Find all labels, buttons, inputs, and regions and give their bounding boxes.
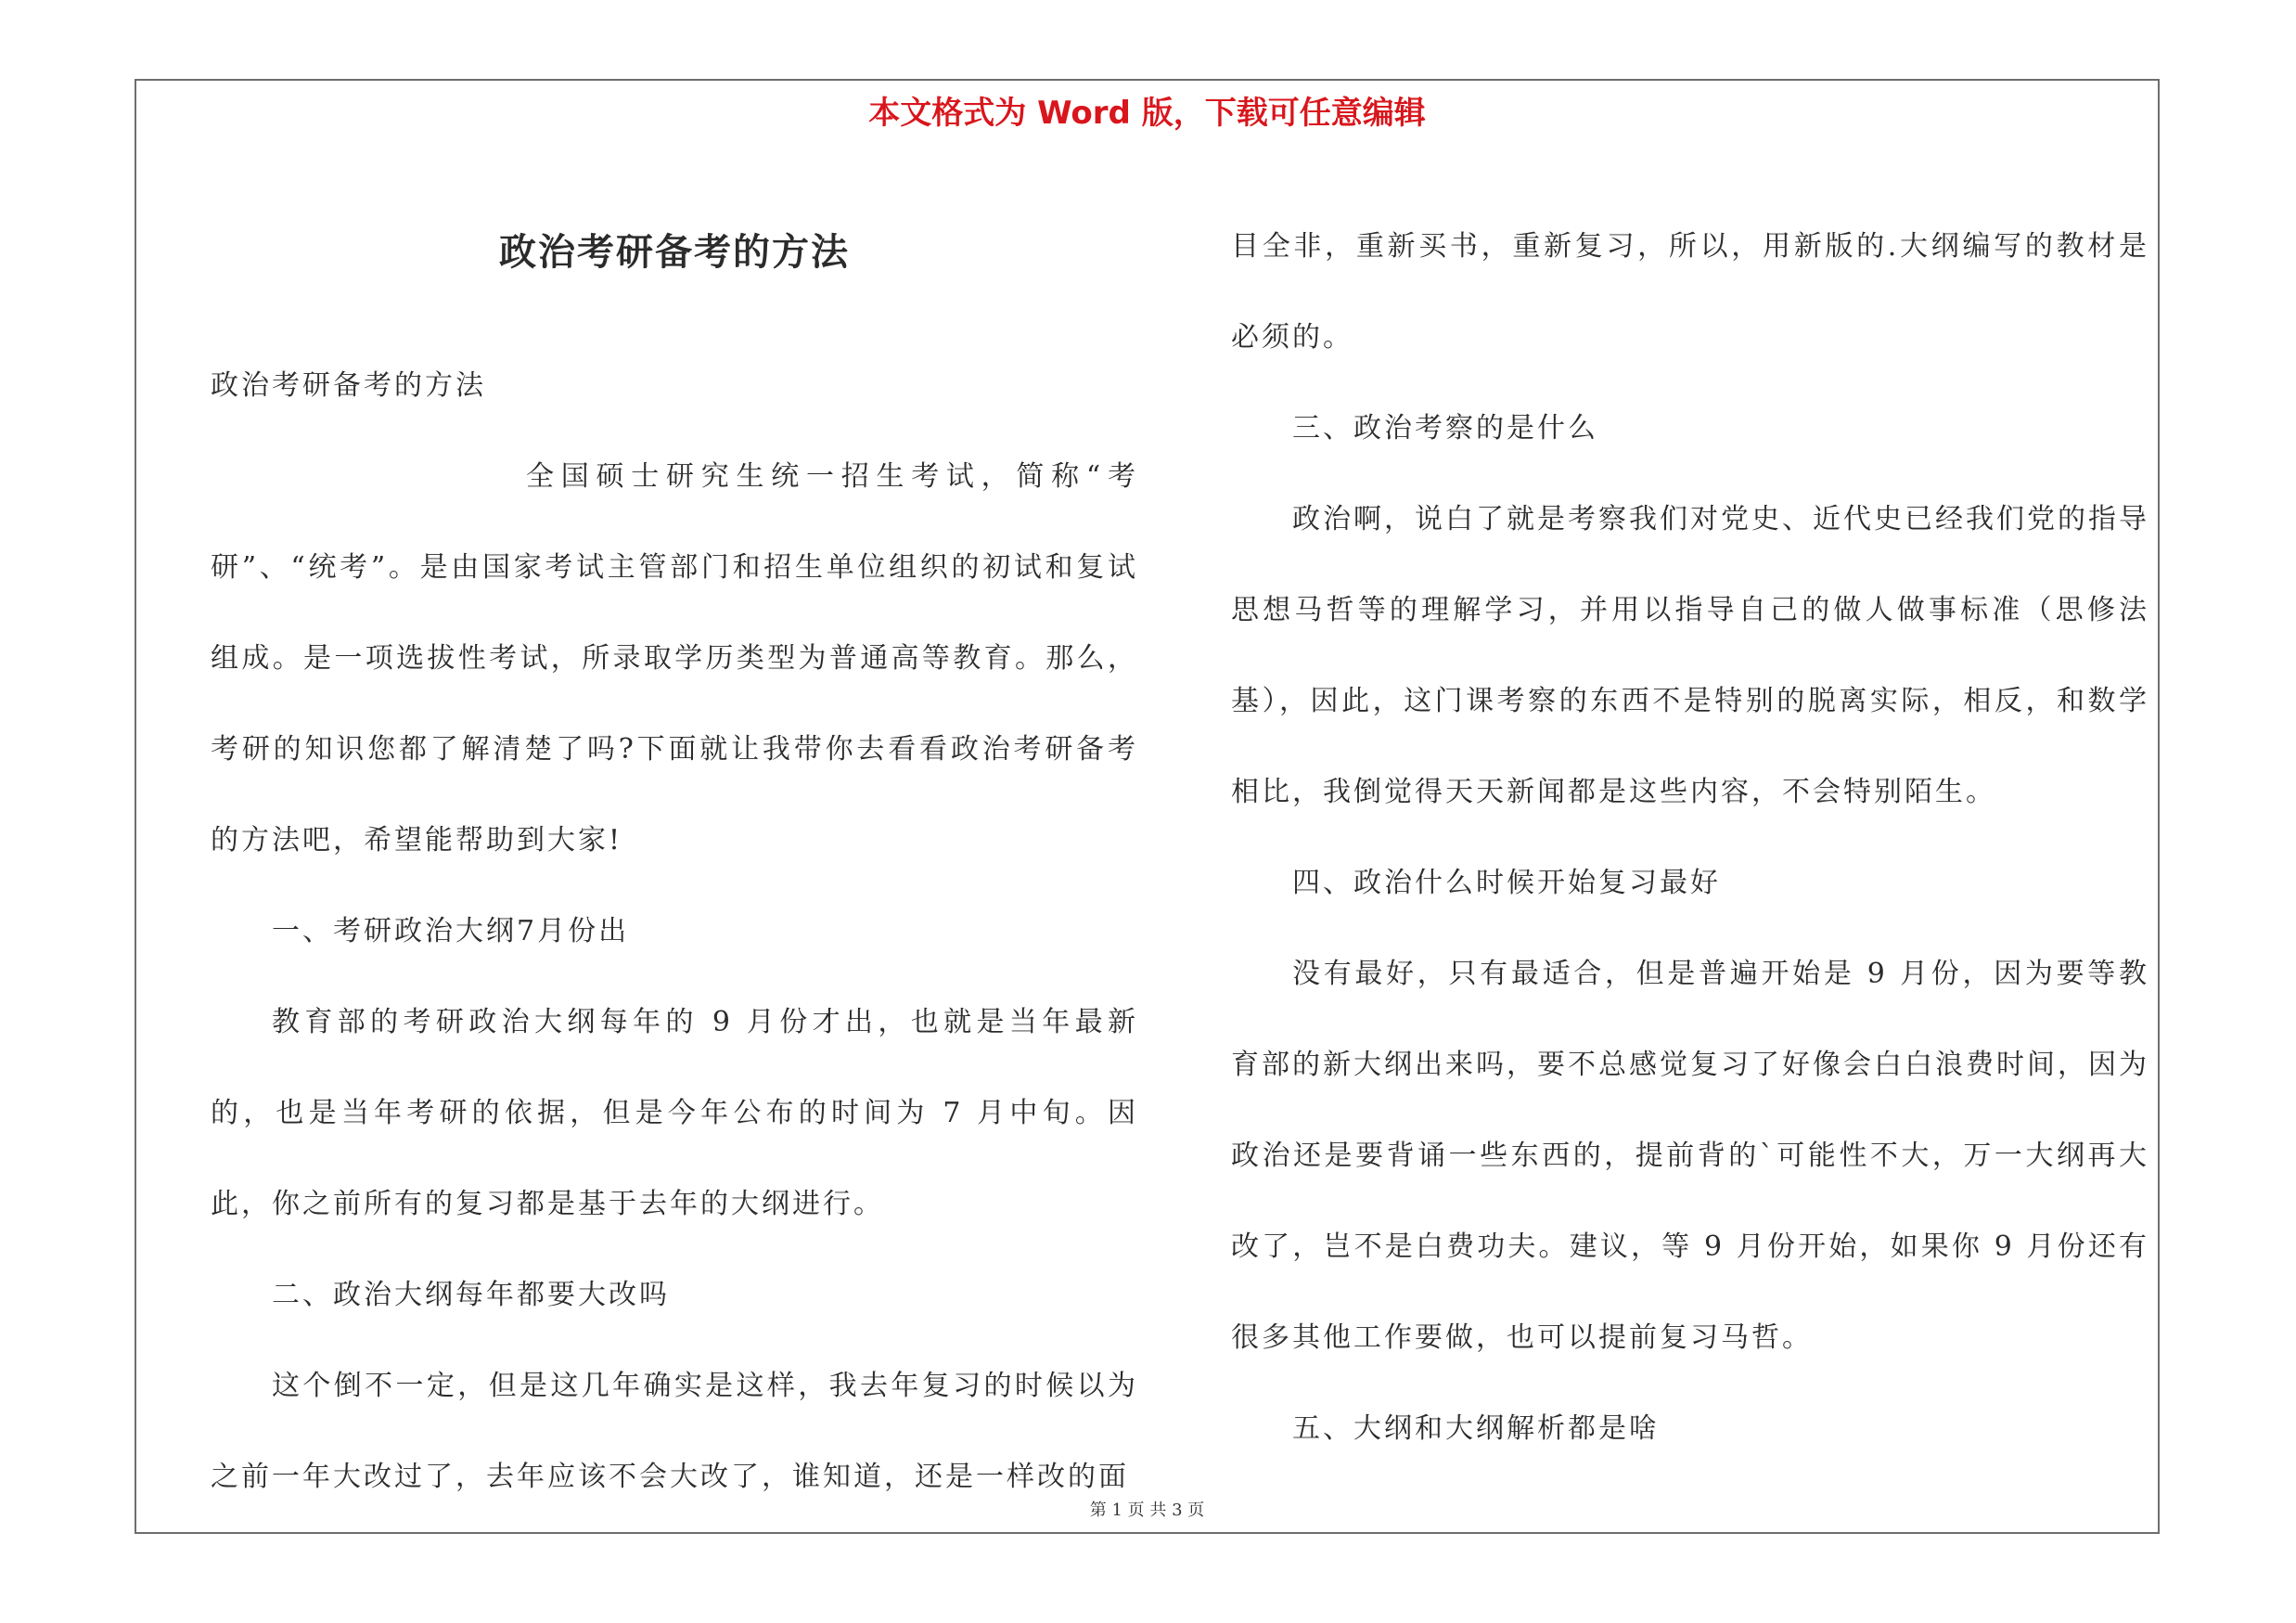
section-heading-4: 四、政治什么时候开始复习最好 <box>1292 867 1721 899</box>
section-heading-3: 三、政治考察的是什么 <box>1292 412 1598 444</box>
section-body-2-continued: 目全非，重新买书，重新复习，所以，用新版的.大纲编写的教材是必须的。 <box>1231 230 2149 354</box>
document-title: 政治考研备考的方法 <box>499 229 850 274</box>
section-heading-5: 五、大纲和大纲解析都是啥 <box>1292 1412 1660 1445</box>
section-body-1: 教育部的考研政治大纲每年的 9 月份才出，也就是当年最新的，也是当年考研的依据，但是今年公布的时间为 7 月中旬。因此，你之前所有的复习都是基于去年的大纲进行。 <box>211 1006 1138 1220</box>
section-heading-2: 二、政治大纲每年都要大改吗 <box>272 1279 670 1311</box>
section-heading-1: 一、考研政治大纲7月份出 <box>272 915 630 947</box>
section-body-4: 没有最好，只有最适合，但是普遍开始是 9 月份，因为要等教育部的新大纲出来吗，要不总感觉复习了好像会白白浪费时间，因为政治还是要背诵一些东西的，提前背的`可能性不大，万一大纲再大改了，岂不是白费功夫。建议，等 9 月份开始，如果你 9 月份还有很多其他工作要做，也可以提前复习马哲。 <box>1231 958 2149 1354</box>
format-notice-banner: 本文格式为 Word 版，下载可任意编辑 <box>868 95 1426 132</box>
section-body-2-start: 这个倒不一定，但是这几年确实是这样，我去年复习的时候以为之前一年大改过了，去年应该不会大改了，谁知道，还是一样改的面 <box>211 1370 1138 1493</box>
right-column <box>1231 201 2149 1475</box>
page-frame <box>135 79 2160 1534</box>
subtitle-paragraph: 政治考研备考的方法 <box>211 369 486 402</box>
intro-paragraph: 全国硕士研究生统一招生考试，简称“考研”、“统考”。是由国家考试主管部门和招生单位组织的初试和复试组成。是一项选拔性考试，所录取学历类型为普通高等教育。那么，考研的知识您都了解清楚了吗?下面就让我带你去看看政治考研备考的方法吧，希望能帮助到大家! <box>211 460 1138 857</box>
left-column <box>211 341 1138 1523</box>
page-number: 第 1 页 共 3 页 <box>1089 1501 1205 1520</box>
section-body-3: 政治啊，说白了就是考察我们对党史、近代史已经我们党的指导思想马哲等的理解学习，并用以指导自己的做人做事标准（思修法基），因此，这门课考察的东西不是特别的脱离实际，相反，和数学相比，我倒觉得天天新闻都是这些内容，不会特别陌生。 <box>1231 503 2149 808</box>
